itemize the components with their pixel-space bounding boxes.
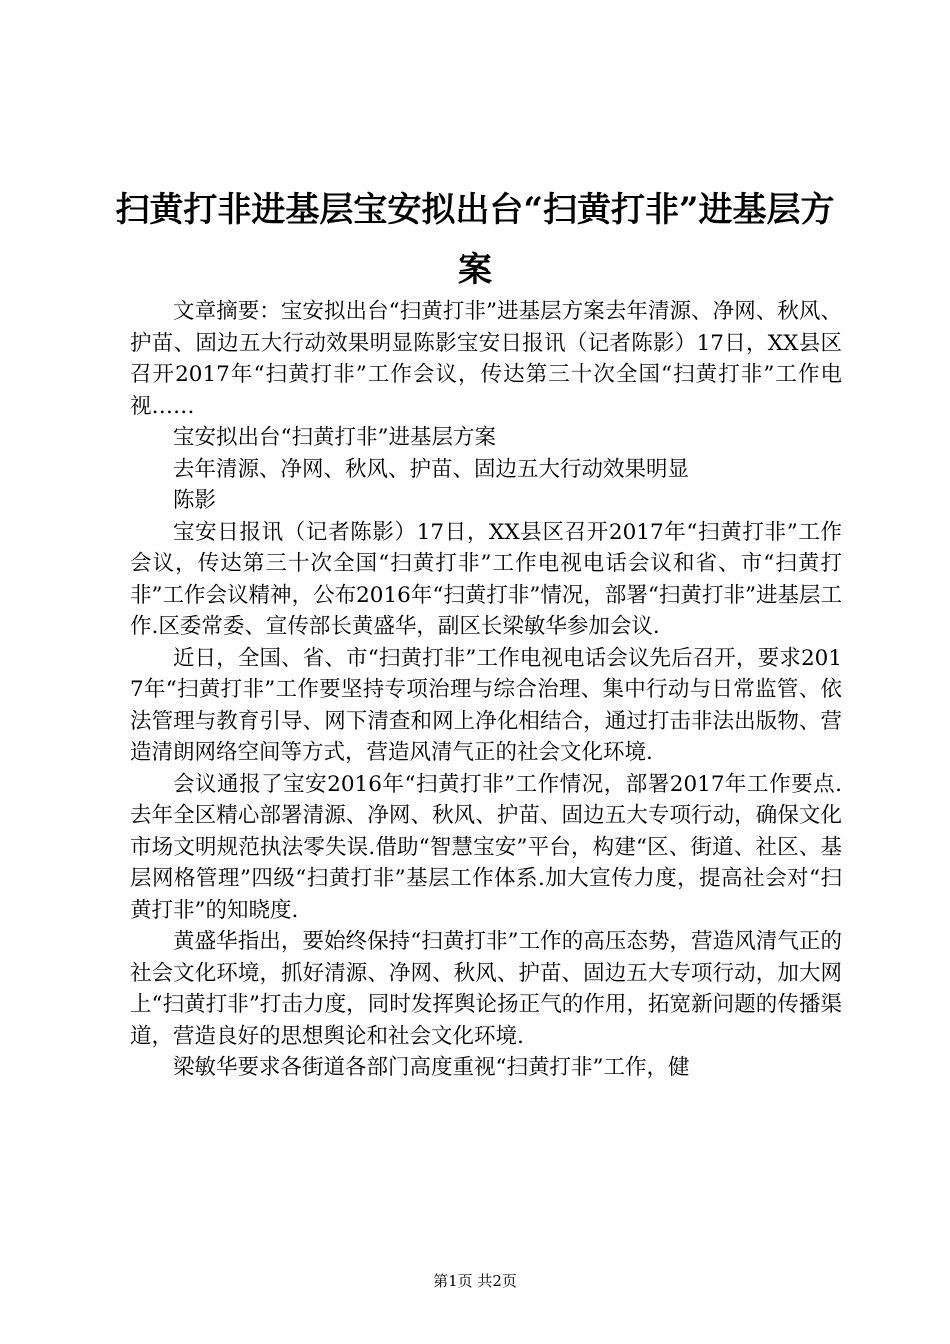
document-body — [130, 296, 842, 1084]
paragraph-abstract: 文章摘要：宝安拟出台“扫黄打非”进基层方案去年清源、净网、秋风、护苗、固边五大行动效果明显陈影宝安日报讯（记者陈影）17日，XX县区召开2017年“扫黄打非”工作会议，传达第三十次全国“扫黄打非”工作电视…… — [130, 299, 842, 419]
paragraph-body: 近日，全国、省、市“扫黄打非”工作电视电话会议先后召开，要求2017年“扫黄打非”工作要坚持专项治理与综合治理、集中行动与日常监管、依法管理与教育引导、网下清查和网上净化相结合，通过打击非法出版物、营造清朗网络空间等方式，营造风清气正的社会文化环境. — [130, 645, 842, 765]
paragraph-headline: 宝安拟出台“扫黄打非”进基层方案 — [173, 425, 496, 450]
page-footer: 第1页 共2页 — [433, 1272, 517, 1290]
paragraph-body: 会议通报了宝安2016年“扫黄打非”工作情况，部署2017年工作要点.去年全区精心部署清源、净网、秋风、护苗、固边五大专项行动，确保文化市场文明规范执法零失误.借助“智慧宝安”平台，构建“区、街道、社区、基层网格管理”四级“扫黄打非”基层工作体系.加大宣传力度，提高社会对“扫黄打非”的知晓度. — [130, 771, 842, 923]
paragraph-body: 宝安日报讯（记者陈影）17日，XX县区召开2017年“扫黄打非”工作会议，传达第三十次全国“扫黄打非”工作电视电话会议和省、市“扫黄打非”工作会议精神，公布2016年“扫黄打非”情况，部署“扫黄打非”进基层工作.区委常委、宣传部长黄盛华，副区长梁敏华参加会议. — [130, 519, 842, 639]
document-title: 扫黄打非进基层宝安拟出台“扫黄打非”进基层方案 — [115, 190, 835, 290]
paragraph-body: 梁敏华要求各街道各部门高度重视“扫黄打非”工作，健 — [173, 1055, 690, 1080]
paragraph-author: 陈影 — [173, 488, 217, 513]
paragraph-body: 黄盛华指出，要始终保持“扫黄打非”工作的高压态势，营造风清气正的社会文化环境，抓好清源、净网、秋风、护苗、固边五大专项行动，加大网上“扫黄打非”打击力度，同时发挥舆论扬正气的作用，拓宽新问题的传播渠道，营造良好的思想舆论和社会文化环境. — [130, 929, 842, 1049]
paragraph-subheadline: 去年清源、净网、秋风、护苗、固边五大行动效果明显 — [173, 456, 690, 482]
